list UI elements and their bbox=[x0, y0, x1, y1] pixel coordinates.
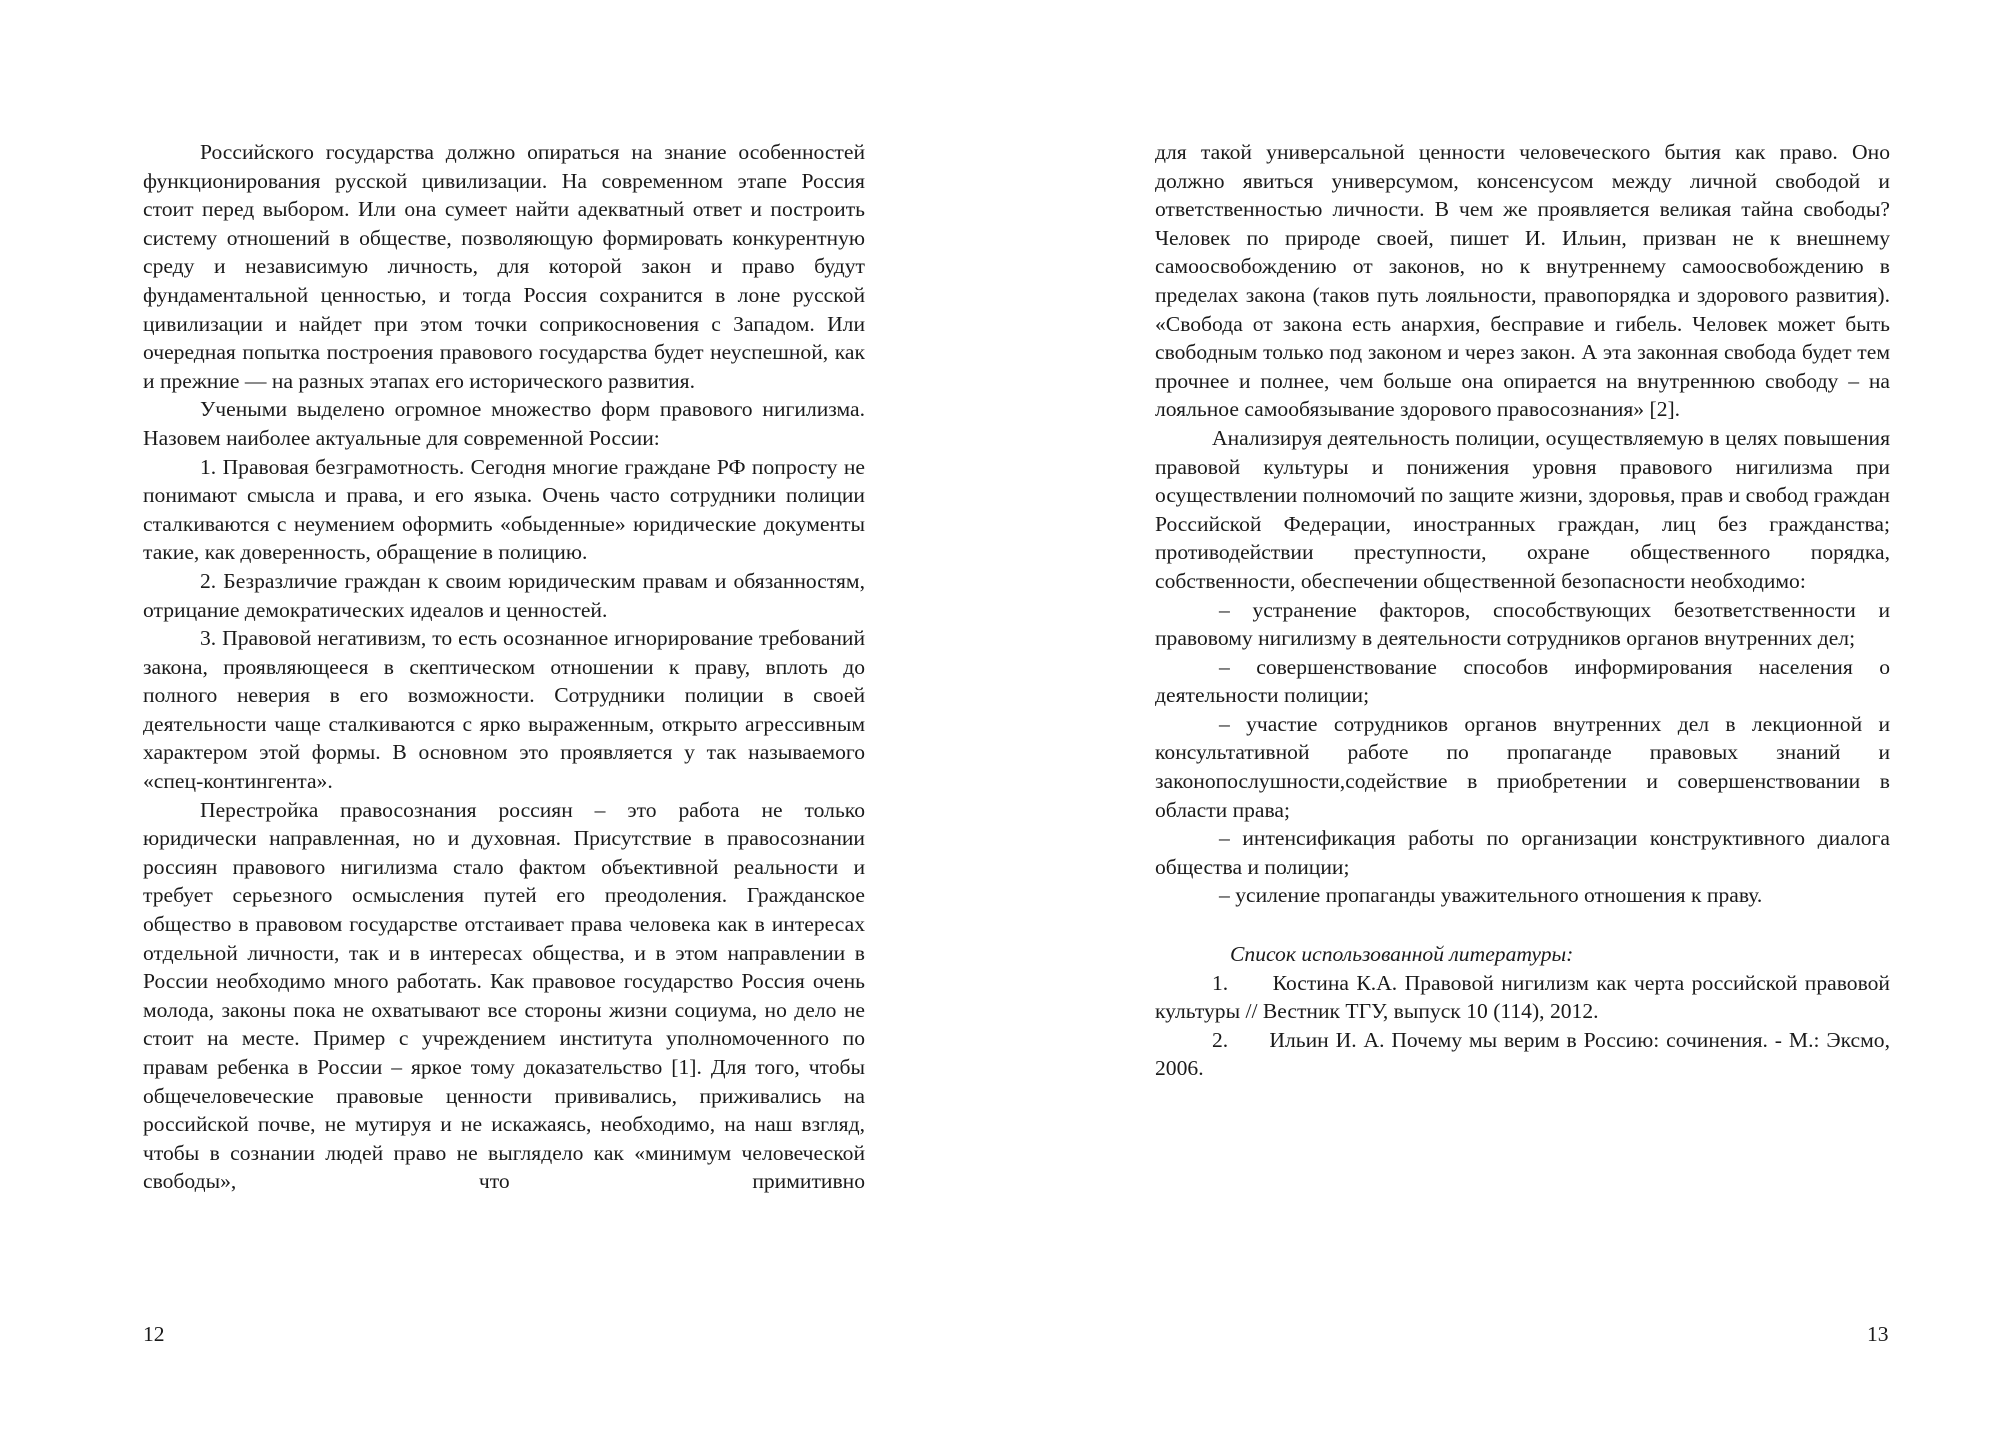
list-item: – интенсификация работы по организации конструктивного диалога общества и полиции; bbox=[1155, 826, 1890, 879]
paragraph: Российского государства должно опираться на знание особенностей функционирования русской цивилизации. На современном этапе Россия стоит перед выбором. Или она сумеет найти адекватный ответ и построить систему отношений в обществе, позволяющую формировать конкурентную среду и независимую личность, для которой закон и право будут фундаментальной ценностью, и тогда Россия сохранится в лоне русской цивилизации и найдет при этом точки соприкосновения с Западом. Или очередная попытка построения правового государства будет неуспешной, как и прежние — на разных этапах его исторического развития. bbox=[143, 140, 865, 393]
paragraph: Перестройка правосознания россиян – это работа не только юридически направленная, но и духовная. Присутствие в правосознании россиян правового нигилизма стало фактом объективной реальности и требует серьезного осмысления путей его преодоления. Гражданское общество в правовом государстве отстаивает права человека как в интересах отдельной личности, так и в интересах общества, и в этом направлении в России необходимо много работать. Как правовое государство Россия очень молода, законы пока не охватывают все стороны жизни социума, но дело не стоит на месте. Пример с учреждением института уполномоченного по правам ребенка в России – яркое тому доказательство [1]. Для того, чтобы общечеловеческие правовые ценности прививались, приживались на российской почве, не мутируя и не искажаясь, необходимо, на наш взгляд, чтобы в сознании людей право не выглядело как «минимум человеческой свободы», что примитивно bbox=[143, 797, 865, 1194]
list-item: 2. Безразличие граждан к своим юридическим правам и обязанностям, отрицание демократических идеалов и ценностей. bbox=[143, 568, 865, 622]
bibliography-title: Список использованной литературы: bbox=[1230, 942, 1574, 967]
list-item: – совершенствование способов информирования населения о деятельности полиции; bbox=[1155, 654, 1890, 708]
spacer bbox=[1155, 910, 1890, 940]
list-item: 3. Правовой негативизм, то есть осознанное игнорирование требований закона, проявляющееся в скептическом отношении к праву, вплоть до полного неверия в его возможности. Сотрудники полиции в своей деятельности чаще сталкиваются с ярко выраженным, открыто агрессивным характером этой формы. В основном это проявляется у так называемого «спец-контингента». bbox=[143, 626, 865, 794]
right-page-text bbox=[1155, 138, 1896, 1083]
page-number: 12 bbox=[143, 1322, 165, 1346]
paragraph: Анализируя деятельность полиции, осуществляемую в целях повышения правовой культуры и понижения уровня правового нигилизма при осуществлении полномочий по защите жизни, здоровья, прав и свобод граждан Российской Федерации, иностранных граждан, лиц без гражданства; противодействии преступности, охране общественного порядка, собственности, обеспечении общественной безопасности необходимо: bbox=[1155, 425, 1890, 593]
list-item: – усиление пропаганды уважительного отношения к праву. bbox=[1219, 883, 1763, 908]
list-item: – участие сотрудников органов внутренних дел в лекционной и консультативной работе по пропаганде правовых знаний и законопослушности,содействие в приобретении и совершенствовании в области права; bbox=[1155, 711, 1890, 822]
list-item: – устранение факторов, способствующих безответственности и правовому нигилизму в деятельности сотрудников органов внутренних дел; bbox=[1155, 597, 1890, 651]
paragraph: для такой универсальной ценности человеческого бытия как право. Оно должно явиться универсумом, консенсусом между личной свободой и ответственностью личности. В чем же проявляется великая тайна свободы? Человек по природе своей, пишет И. Ильин, призван не к внешнему самоосвобождению от законов, но к внутреннему самоосвобождению в пределах закона (таков путь лояльности, правопорядка и здорового развития). «Свобода от закона есть анархия, бесправие и гибель. Человек может быть свободным только под законом и через закон. А эта законная свобода будет тем прочнее и полнее, чем больше она опирается на внутреннюю свободу – на лояльное самообязывание здорового правосознания» [2]. bbox=[1155, 140, 1890, 422]
bibliography-item: 2. Ильин И. А. Почему мы верим в Россию: сочинения. - М.: Эксмо, 2006. bbox=[1155, 1027, 1896, 1081]
right-page bbox=[1000, 0, 2000, 1453]
left-page-text bbox=[143, 138, 865, 1196]
paragraph: Учеными выделено огромное множество форм правового нигилизма. Назовем наиболее актуальные для современной России: bbox=[143, 397, 865, 450]
bibliography-item: 1. Костина К.А. Правовой нигилизм как черта российской правовой культуры // Вестник ТГУ, выпуск 10 (114), 2012. bbox=[1155, 970, 1896, 1024]
list-item: 1. Правовая безграмотность. Сегодня многие граждане РФ попросту не понимают смысла и права, и его языка. Очень часто сотрудники полиции сталкиваются с неумением оформить «обыденные» юридические документы такие, как доверенность, обращение в полицию. bbox=[143, 454, 865, 565]
page-number: 13 bbox=[1867, 1322, 1889, 1346]
